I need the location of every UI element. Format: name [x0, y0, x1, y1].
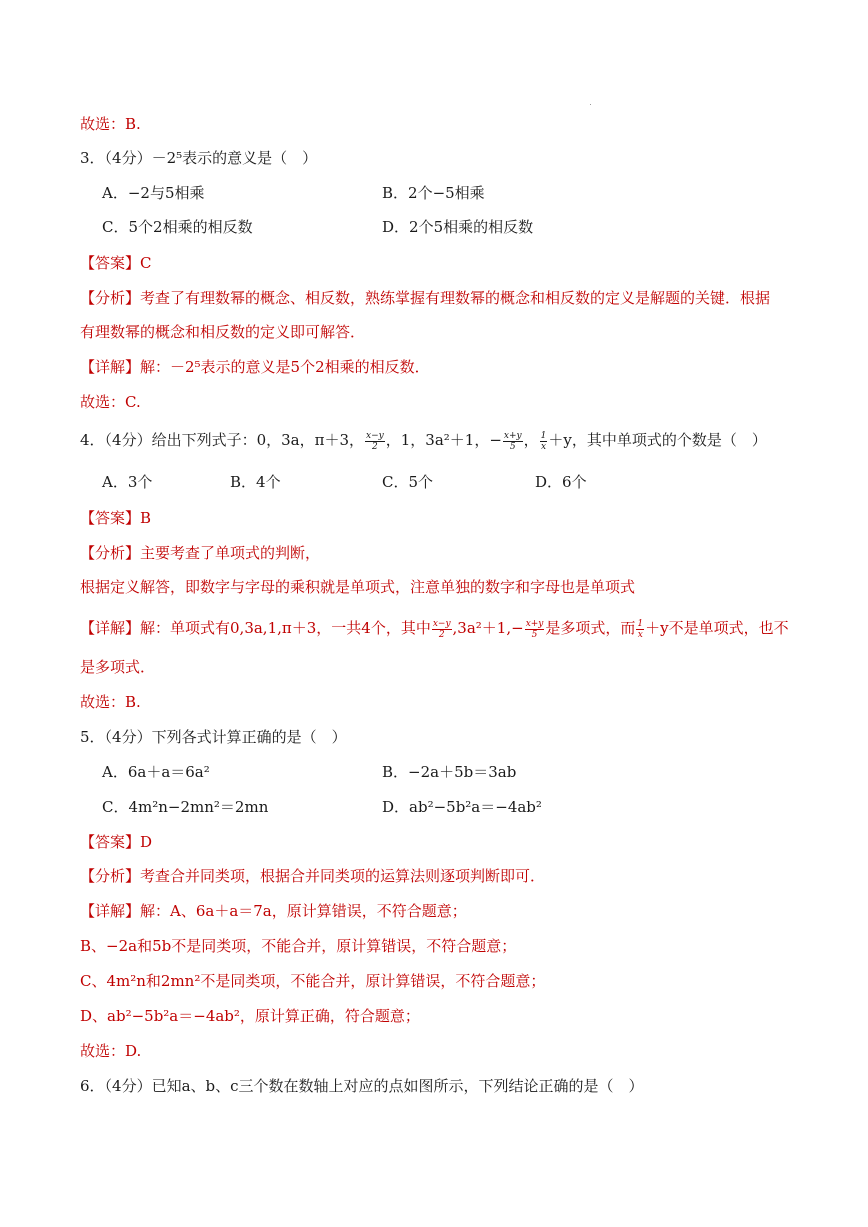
q5-answer: 【答案】D — [80, 833, 153, 851]
q5-option-a: A．6a＋a＝6a² — [102, 763, 210, 781]
fraction-numerator: 1 — [637, 618, 644, 629]
q6-stem: 6．（4分）已知a、b、c三个数在数轴上对应的点如图所示，下列结论正确的是（ ） — [80, 1077, 644, 1095]
q3-option-b: B．2个−5相乘 — [382, 184, 485, 202]
q4-option-a: A．3个 — [102, 473, 153, 491]
q4-analysis-line2: 根据定义解答，即数字与字母的乘积就是单项式，注意单独的数字和字母也是单项式 — [80, 578, 636, 596]
q4-detail-line2: 是多项式． — [80, 658, 156, 676]
fraction-denominator: 2 — [372, 441, 378, 452]
fraction-numerator: x+y — [503, 430, 522, 441]
q3-option-c: C．5个2相乘的相反数 — [102, 218, 253, 236]
q5-option-d: D．ab²−5b²a＝−4ab² — [382, 798, 542, 816]
q5-detail-c: C、4m²n和2mn²不是同类项，不能合并，原计算错误，不符合题意； — [80, 972, 546, 990]
q4-stem-suffix: ，其中单项式的个数是（ ） — [571, 431, 767, 449]
q3-option-d: D．2个5相乘的相反数 — [382, 218, 534, 236]
q4-option-d: D．6个 — [535, 473, 587, 491]
q4-plus-y: ＋y — [548, 431, 572, 449]
fraction-denominator: 5 — [531, 629, 538, 640]
q4-fraction-x-minus-y-over-2 — [365, 431, 385, 452]
q3-answer: 【答案】C — [80, 254, 152, 272]
q5-option-c: C．4m²n−2mn²＝2mn — [102, 798, 269, 816]
fraction-numerator: x+y — [525, 618, 544, 629]
q3-stem: 3．（4分）－2⁵表示的意义是（ ） — [80, 149, 318, 167]
q4-fraction-1-over-x — [540, 431, 548, 452]
q3-option-a: A．−2与5相乘 — [102, 184, 205, 202]
q3-analysis-line2: 有理数幂的概念和相反数的定义即可解答． — [80, 323, 366, 341]
q3-analysis-line1: 【分析】考查了有理数幂的概念、相反数，熟练掌握有理数幂的概念和相反数的定义是解题的关键．根据 — [80, 289, 771, 307]
q4-detail-fraction-x-plus-y-over-5 — [525, 619, 545, 640]
fraction-denominator: 5 — [509, 441, 516, 452]
q4-detail-line1 — [80, 618, 789, 640]
q4-option-c: C．5个 — [382, 473, 434, 491]
scan-dot — [590, 104, 591, 105]
q4-detail-prefix: 【详解】解：单项式有0,3a,1,π＋3，一共4个，其中 — [80, 619, 431, 637]
q4-conclusion: 故选：B. — [80, 693, 141, 711]
q5-detail-a: 【详解】解：A、6a＋a＝7a，原计算错误，不符合题意； — [80, 902, 467, 920]
q4-detail-fraction-1-over-x — [636, 619, 644, 640]
q4-option-b: B．4个 — [230, 473, 281, 491]
q3-conclusion: 故选：C. — [80, 393, 141, 411]
q4-stem: 4．（4分）给出下列式子：0，3a，π＋3， $\frac{x-y}{2}$ ，1，3a²＋1，− $\frac{x+y}{5}$ ， $\frac{1}{x}$ ＋y，其中单项式的个数是（ ） — [80, 430, 767, 452]
fraction-denominator: 2 — [438, 629, 445, 640]
q4-fraction-x-plus-y-over-5 — [503, 431, 523, 452]
q4-detail-fraction-x-minus-y-over-2 — [432, 619, 452, 640]
fraction-numerator: x−y — [366, 430, 384, 441]
q4-detail-suffix: ＋y不是单项式，也不 — [645, 619, 789, 637]
q4-stem-prefix: 4．（4分）给出下列式子：0，3a，π＋3， — [80, 431, 365, 449]
q2-conclusion: 故选：B. — [80, 115, 141, 133]
q5-option-b: B．−2a＋5b＝3ab — [382, 763, 517, 781]
q5-detail-b: B、−2a和5b不是同类项，不能合并，原计算错误，不符合题意； — [80, 937, 517, 955]
q4-detail-mid: ,3a²＋1,− — [452, 619, 524, 637]
q5-stem: 5．（4分）下列各式计算正确的是（ ） — [80, 728, 347, 746]
q4-answer: 【答案】B — [80, 509, 152, 527]
fraction-denominator: x — [540, 441, 547, 452]
q3-detail: 【详解】解：－2⁵表示的意义是5个2相乘的相反数． — [80, 358, 430, 376]
q4-analysis-line1: 【分析】主要考查了单项式的判断， — [80, 544, 321, 562]
fraction-denominator: x — [637, 629, 643, 640]
q5-conclusion: 故选：D. — [80, 1042, 142, 1060]
q5-detail-d: D、ab²−5b²a＝−4ab²，原计算正确，符合题意； — [80, 1007, 420, 1025]
q5-analysis: 【分析】考查合并同类项，根据合并同类项的运算法则逐项判断即可． — [80, 867, 546, 885]
q4-detail-mid2: 是多项式，而 — [545, 619, 636, 637]
fraction-numerator: 1 — [540, 430, 547, 441]
q4-stem-mid: ，1，3a²＋1，− — [385, 431, 502, 449]
fraction-numerator: x−y — [432, 618, 451, 629]
